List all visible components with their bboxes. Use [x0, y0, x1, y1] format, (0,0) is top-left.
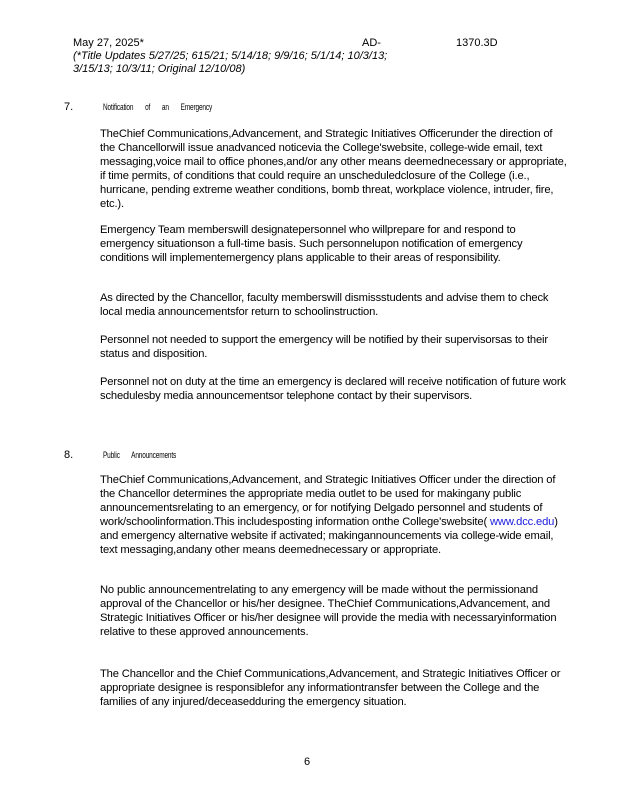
paragraph-text: TheChief Communications,Advancement, and Strategic Initiatives Officer under the direction of the Chancellor determines the appropriate media outlet to be used for makingany public announcementsrelating to an emergency, or for notifying Delgado personnel and students of work/schoolinformation.This includesposting information onthe College'swebsite(	[100, 474, 556, 529]
paragraph-with-link	[100, 473, 570, 557]
paragraph: Personnel not needed to support the emergency will be notified by their supervisorsas to their status and disposition.	[100, 334, 548, 361]
paragraph: As directed by the Chancellor, faculty memberswill dismissstudents and advise them to check local media announcementsfor return to schoolinstruction.	[100, 292, 549, 319]
section-title: Notification of an Emergency	[103, 102, 213, 112]
header-title-updates: (*Title Updates 5/27/25; 615/21; 5/14/18; 9/9/16; 5/1/14; 10/3/13; 3/15/13; 10/3/11; Original 12/10/08)	[73, 50, 388, 75]
section-number: 8.	[64, 449, 74, 461]
paragraph: Personnel not on duty at the time an emergency is declared will receive notification of future work schedulesby media announcementsor telephone contact by their supervisors.	[100, 376, 566, 403]
section-heading-8	[64, 449, 205, 462]
section-number: 7.	[64, 101, 74, 113]
header-policy-number: 1370.3D	[456, 37, 498, 49]
section-heading-7	[64, 101, 255, 114]
paragraph: The Chancellor and the Chief Communications,Advancement, and Strategic Initiatives Officer or appropriate designee is responsiblefor any informationtransfer between the College and the families of any injured/deceasedduring the emergency situation.	[100, 668, 561, 709]
page-number: 6	[304, 756, 311, 768]
website-link[interactable]: www.dcc.edu	[487, 516, 555, 529]
paragraph: TheChief Communications,Advancement, and Strategic Initiatives Officerunder the direction of the Chancellorwill issue anadvanced noticevia the College'swebsite, college-wide email, text messaging,voice mail to office phones,and/or any other means deemednecessary or appropriate, if time permits, of conditions that could require an unscheduledclosure of the College (i.e., hurricane, pending extreme weather conditions, bomb threat, workplace violence, intruder, fire, etc.).	[100, 128, 567, 211]
header-date: May 27, 2025*	[73, 37, 144, 49]
header-policy-prefix: AD-	[362, 37, 381, 49]
section-title: Public Announcements	[103, 450, 177, 460]
paragraph-text: ) and emergency alternative website if activated; makingannouncements via college-wide email, text messaging,andany other means deemednecessary or appropriate.	[100, 516, 558, 557]
paragraph: Emergency Team memberswill designatepersonnel who willprepare for and respond to emergency situationson a full-time basis. Such personnelupon notification of emergency conditions will implementemergency plans applicable to their areas of responsibility.	[100, 224, 523, 265]
paragraph: No public announcementrelating to any emergency will be made without the permissionand approval of the Chancellor or his/her designee. TheChief Communications,Advancement, and Strategic Initiatives Officer or his/her designee will provide the media with necessaryinformation relative to these approved announcements.	[100, 584, 557, 639]
